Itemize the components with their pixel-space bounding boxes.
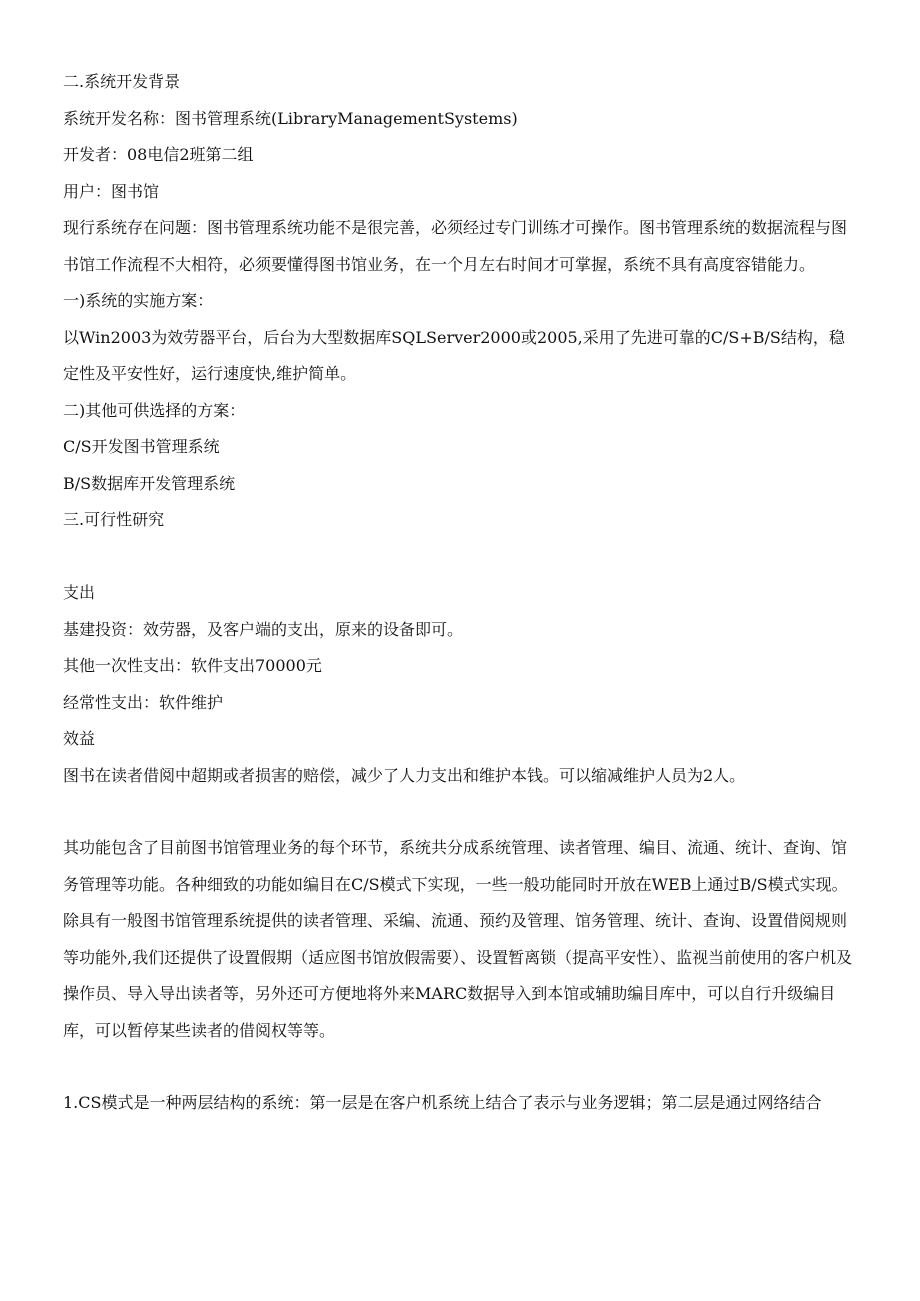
expense-heading: 支出: [63, 583, 96, 602]
developer-line: 开发者：08电信2班第二组: [63, 145, 254, 164]
user-line: 用户：图书馆: [63, 181, 160, 201]
alt-heading: 二)其他可供选择的方案：: [63, 400, 246, 420]
extra-features-paragraph: 除具有一般图书馆管理系统提供的读者管理、采编、流通、预约及管理、馆务管理、统计、查询、设置借阅规则等功能外,我们还提供了设置假期（适应图书馆放假需要）、设置暂离锁（提高平安性）、监视当前使用的客户机及操作员、导入导出读者等，另外还可方便地将外来MARC数据导入到本馆或辅助编目库中，可以自行升级编目库，可以暂停某些读者的借阅权等等。: [63, 911, 853, 1040]
section-heading-background: 二.系统开发背景: [63, 72, 181, 91]
alt-bs-line: B/S数据库开发管理系统: [63, 473, 236, 493]
dev-name-line: 系统开发名称：图书管理系统(LibraryManagementSystems): [63, 108, 518, 128]
one-time-line: 其他一次性支出：软件支出70000元: [63, 656, 322, 675]
existing-problems-paragraph: 现行系统存在问题：图书管理系统功能不是很完善，必须经过专门训练才可操作。图书管理系统的数据流程与图书馆工作流程不大相符，必须要懂得图书馆业务，在一个月左右时间才可掌握，系统不具有高度容错能力。: [63, 218, 848, 274]
plan-heading: 一)系统的实施方案：: [63, 291, 214, 310]
alt-cs-line: C/S开发图书管理系统: [63, 437, 220, 456]
benefit-heading: 效益: [63, 729, 96, 748]
blank-spacer: [63, 794, 859, 830]
blank-spacer: [63, 1049, 859, 1085]
blank-spacer: [63, 539, 859, 576]
benefit-paragraph: 图书在读者借阅中超期或者损害的赔偿，减少了人力支出和维护本钱。可以缩减维护人员为2人。: [63, 765, 746, 785]
capital-line: 基建投资：效劳器，及客户端的支出，原来的设备即可。: [63, 619, 464, 639]
plan-paragraph: 以Win2003为效劳器平台，后台为大型数据库SQLServer2000或2005,采用了先进可靠的C/S+B/S结构，稳定性及平安性好，运行速度快,维护简单。: [63, 327, 845, 383]
feasibility-heading: 三.可行性研究: [63, 510, 165, 529]
document-body: [63, 64, 859, 1122]
cs-mode-paragraph: 1.CS模式是一种两层结构的系统：第一层是在客户机系统上结合了表示与业务逻辑；第二层是通过网络结合: [63, 1093, 822, 1112]
function-paragraph: 其功能包含了目前图书馆管理业务的每个环节，系统共分成系统管理、读者管理、编目、流通、统计、查询、馆务管理等功能。各种细致的功能如编目在C/S模式下实现，一些一般功能同时开放在WEB上通过B/S模式实现。: [63, 838, 848, 894]
recurring-line: 经常性支出：软件维护: [63, 692, 224, 712]
